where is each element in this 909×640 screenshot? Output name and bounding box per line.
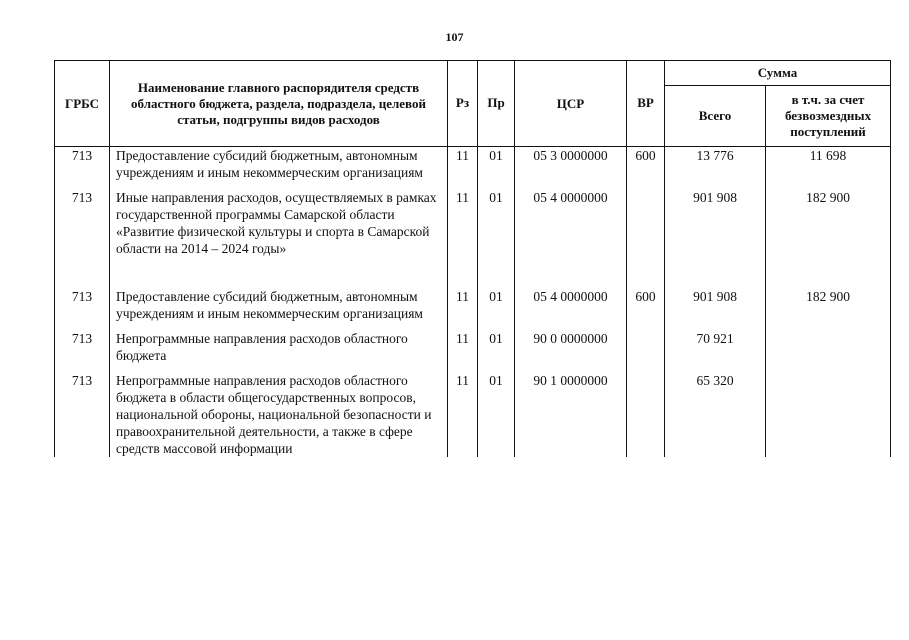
- cell-incl: 11 698: [766, 147, 891, 190]
- cell-incl: 182 900: [766, 189, 891, 288]
- cell-pr: 01: [478, 288, 515, 330]
- cell-name: Предоставление субсидий бюджетным, автономным учреждениям и иным некоммерческим организациям: [110, 147, 448, 190]
- cell-total: 65 320: [665, 372, 766, 457]
- cell-pr: 01: [478, 189, 515, 288]
- col-header-sum: Сумма: [665, 61, 891, 86]
- cell-csr: 05 3 0000000: [515, 147, 627, 190]
- cell-rz: 11: [448, 330, 478, 372]
- cell-total: 901 908: [665, 189, 766, 288]
- cell-rz: 11: [448, 288, 478, 330]
- table-row: [55, 288, 891, 330]
- header-row: [55, 61, 891, 86]
- cell-grbs: 713: [55, 147, 110, 190]
- cell-grbs: 713: [55, 372, 110, 457]
- cell-incl: 182 900: [766, 288, 891, 330]
- cell-incl: [766, 372, 891, 457]
- cell-vr: 600: [627, 288, 665, 330]
- col-header-rz: Рз: [448, 61, 478, 147]
- col-header-grbs: ГРБС: [55, 61, 110, 147]
- page-number: 107: [445, 30, 464, 44]
- cell-vr: [627, 330, 665, 372]
- cell-total: 13 776: [665, 147, 766, 190]
- cell-grbs: 713: [55, 330, 110, 372]
- cell-incl: [766, 330, 891, 372]
- table-row: [55, 189, 891, 288]
- cell-vr: 600: [627, 147, 665, 190]
- cell-total: 70 921: [665, 330, 766, 372]
- col-header-total: Всего: [665, 86, 766, 147]
- table-row: [55, 330, 891, 372]
- cell-rz: 11: [448, 189, 478, 288]
- cell-csr: 90 0 0000000: [515, 330, 627, 372]
- cell-rz: 11: [448, 147, 478, 190]
- cell-name: Непрограммные направления расходов областного бюджета: [110, 330, 448, 372]
- cell-vr: [627, 372, 665, 457]
- cell-csr: 90 1 0000000: [515, 372, 627, 457]
- col-header-incl: в т.ч. за счет безвозмездных поступлений: [766, 86, 891, 147]
- cell-csr: 05 4 0000000: [515, 288, 627, 330]
- budget-table: [54, 60, 891, 457]
- cell-grbs: 713: [55, 189, 110, 288]
- cell-rz: 11: [448, 372, 478, 457]
- col-header-pr: Пр: [478, 61, 515, 147]
- cell-name: Предоставление субсидий бюджетным, автономным учреждениям и иным некоммерческим организациям: [110, 288, 448, 330]
- col-header-vr: ВР: [627, 61, 665, 147]
- col-header-name: Наименование главного распорядителя средств областного бюджета, раздела, подраздела, целевой статьи, подгруппы видов расходов: [110, 61, 448, 147]
- cell-grbs: 713: [55, 288, 110, 330]
- table-row: [55, 372, 891, 457]
- cell-pr: 01: [478, 330, 515, 372]
- col-header-csr: ЦСР: [515, 61, 627, 147]
- cell-pr: 01: [478, 147, 515, 190]
- cell-name: Непрограммные направления расходов областного бюджета в области общегосударственных вопросов, национальной обороны, национальной безопасности и правоохранительной деятельности, а также в сфере средств массовой информации: [110, 372, 448, 457]
- cell-total: 901 908: [665, 288, 766, 330]
- cell-pr: 01: [478, 372, 515, 457]
- cell-vr: [627, 189, 665, 288]
- table-row: [55, 147, 891, 190]
- cell-csr: 05 4 0000000: [515, 189, 627, 288]
- cell-name: Иные направления расходов, осуществляемых в рамках государственной программы Самарской области «Развитие физической культуры и спорта в Самарской области на 2014 – 2024 годы»: [110, 189, 448, 288]
